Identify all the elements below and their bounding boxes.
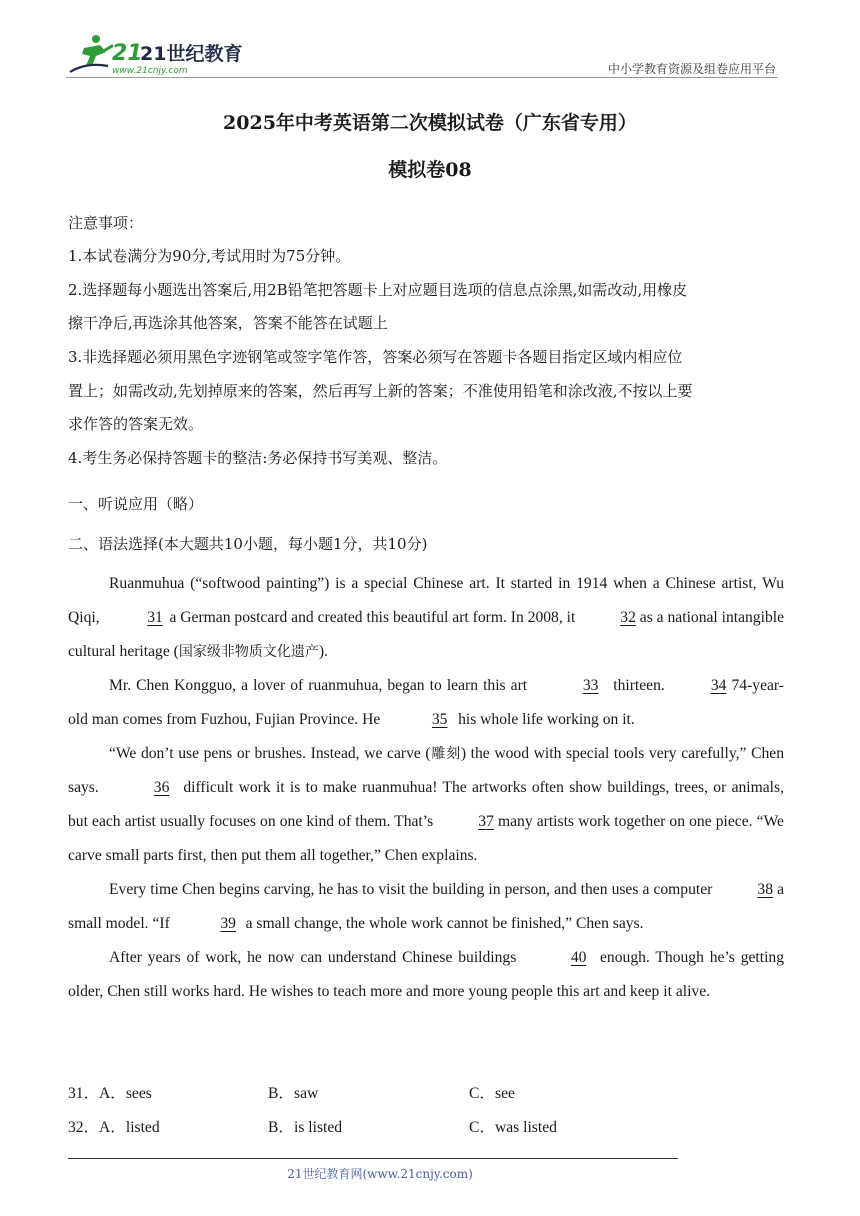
answer-blank-38: 38	[757, 881, 774, 898]
note-item: 置上；如需改动,先划掉原来的答案，然后再写上新的答案；不准使用铅笔和涂改液,不按以上要	[68, 382, 693, 400]
site-logo	[66, 32, 243, 78]
passage-paragraph: Mr. Chen Kongguo, a lover of ruanmuhua, began to learn this art 33 thirteen. 34 74-year-old man comes from Fuzhou, Fujian Province. He 35 his whole life working on it.	[68, 669, 784, 737]
answer-blank-35: 35	[431, 711, 448, 728]
question-number: 32．	[68, 1119, 100, 1136]
option-b[interactable]: B．is listed	[268, 1119, 343, 1136]
page-subtitle: 模拟卷08	[388, 159, 472, 181]
svg-text:21: 21	[112, 41, 143, 66]
footer-link[interactable]: 21世纪教育网(www.21cnjy.com)	[287, 1167, 473, 1181]
note-item: 求作答的答案无效。	[68, 415, 204, 433]
section-heading: 二、语法选择(本大题共10小题，每小题1分，共10分)	[68, 535, 428, 553]
passage-paragraph: Ruanmuhua (“softwood painting”) is a special Chinese art. It started in 1914 when a Chinese artist, Wu Qiqi, 31 a German postcard and created this beautiful art form. In 2008, it 32 as a national intangible cultural heritage (国家级非物质文化遗产).	[68, 575, 785, 660]
passage-paragraph: After years of work, he now can understand Chinese buildings 40 enough. Though he’s getting older, Chen still works hard. He wishes to teach more and more young people this art and keep it alive.	[68, 941, 784, 1009]
question-number: 31．	[68, 1085, 100, 1102]
answer-blank-39: 39	[220, 915, 236, 932]
answer-blank-33: 33	[582, 677, 599, 694]
question-row	[68, 1081, 784, 1103]
header-platform-text: 中小学教育资源及组卷应用平台	[607, 62, 776, 76]
logo-url: www.21cnjy.com	[112, 66, 188, 76]
note-item: 4.考生务必保持答题卡的整洁:务必保持书写美观、整洁。	[68, 449, 448, 467]
passage-paragraph: Every time Chen begins carving, he has to visit the building in person, and then uses a computer 38 a small model. “If 39 a small change, the whole work cannot be finished,” Chen says.	[68, 873, 784, 941]
passage-paragraph: “We don’t use pens or brushes. Instead, we carve (雕刻) the wood with special tools very carefully,” Chen says. 36 difficult work it is to make ruanmuhua! The artworks often show buildings, trees, or animals, but each artist usually focuses on one kind of them. That’s 37 many artists work together on one piece. “We carve small parts first, then put them all together,” Chen explains.	[68, 745, 785, 864]
note-item: 1.本试卷满分为90分,考试用时为75分钟。	[68, 247, 351, 265]
notes-heading: 注意事项：	[68, 214, 144, 232]
answer-blank-32: 32	[620, 609, 636, 626]
option-a[interactable]: A．listed	[99, 1119, 160, 1136]
answer-blank-36: 36	[153, 779, 170, 796]
answer-blank-37: 37	[478, 813, 494, 830]
option-c[interactable]: C．see	[469, 1085, 515, 1102]
logo-text: 21世纪教育	[140, 43, 243, 65]
answer-blank-31: 31	[147, 609, 163, 626]
note-item: 2.选择题每小题选出答案后,用2B铅笔把答题卡上对应题目选项的信息点涂黑,如需改动,用橡皮	[68, 281, 688, 299]
page-title: 2025年中考英语第二次模拟试卷（广东省专用）	[223, 112, 637, 134]
header-divider	[66, 77, 778, 78]
reading-passage	[68, 567, 784, 1009]
note-item: 擦干净后,再选涂其他答案，答案不能答在试题上	[68, 314, 388, 332]
note-item: 3.非选择题必须用黑色字迹钢笔或签字笔作答，答案必须写在答题卡各题目指定区域内相应位	[68, 348, 683, 366]
footer-divider	[68, 1158, 678, 1159]
option-b[interactable]: B．saw	[268, 1085, 319, 1102]
option-c[interactable]: C．was listed	[469, 1119, 557, 1136]
answer-blank-40: 40	[570, 949, 587, 966]
section-heading: 一、听说应用（略）	[68, 495, 204, 513]
option-a[interactable]: A．sees	[99, 1085, 152, 1102]
question-row	[68, 1115, 784, 1137]
answer-blank-34: 34	[710, 677, 727, 694]
